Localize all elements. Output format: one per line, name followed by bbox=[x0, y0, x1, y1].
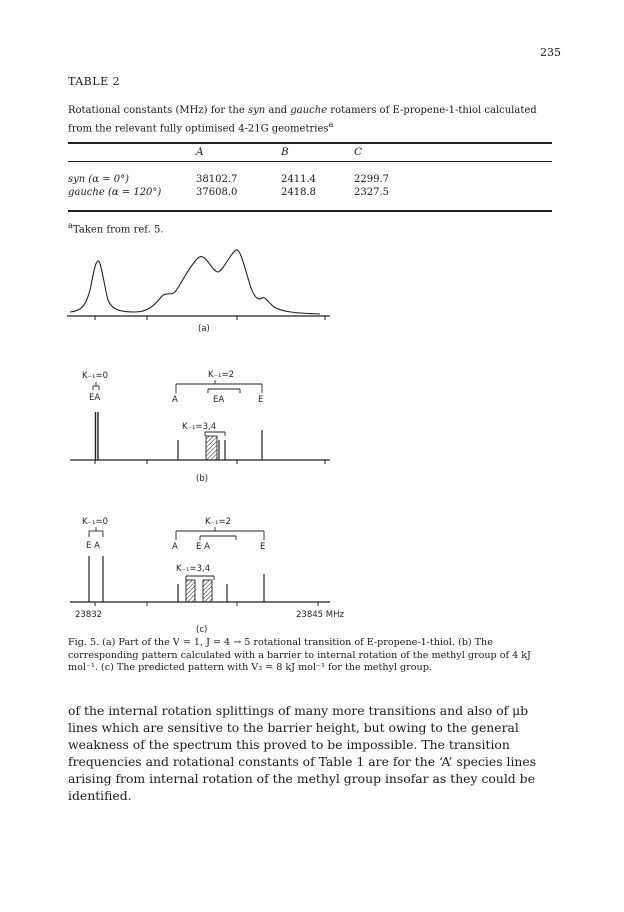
panel-b-k2-species-e: E bbox=[258, 395, 264, 405]
panel-c-k34-label: K₋₁=3,4 bbox=[176, 564, 211, 574]
table-cell: 2411.4 bbox=[281, 174, 316, 185]
panel-b-k34-label: K₋₁=3,4 bbox=[182, 422, 217, 432]
panel-b-k0-species: EA bbox=[89, 393, 101, 403]
panel-c-k2-species-ea: E A bbox=[196, 542, 210, 552]
panel-c-k2-label: K₋₁=2 bbox=[205, 517, 231, 527]
body-paragraph: of the internal rotation splittings of many more transitions and also of μb lines which are sensitive to the barrier height, but owing to the general weakness of the spectrum this proved to be impossible. The transition frequencies and rotational constants of Table 1 are for the ‘A’ species lines arising from internal rotation of the methyl group insofar as they could be identified. bbox=[68, 703, 537, 803]
table-caption-footnote-mark: a bbox=[328, 118, 334, 129]
panel-c-k0-label: K₋₁=0 bbox=[82, 517, 108, 527]
table-caption-and: and bbox=[265, 105, 291, 116]
table-header-c: C bbox=[354, 146, 363, 158]
panel-c-k2-species-e: E bbox=[260, 542, 266, 552]
table-cell: 2418.8 bbox=[281, 187, 316, 198]
panel-c-label: (c) bbox=[196, 625, 208, 635]
panel-b-label: (b) bbox=[196, 474, 209, 484]
panel-a-label: (a) bbox=[198, 324, 210, 334]
table-row-label: syn (α = 0°) bbox=[68, 174, 130, 185]
hatched-line-block bbox=[186, 580, 195, 602]
panel-b-k2-species-ea: EA bbox=[213, 395, 225, 405]
table-cell: 37608.0 bbox=[196, 187, 238, 198]
footnote-text: Taken from ref. 5. bbox=[72, 224, 164, 236]
table-label: TABLE 2 bbox=[68, 75, 121, 88]
table-header-b: B bbox=[281, 146, 289, 158]
panel-b-k0-label: K₋₁=0 bbox=[82, 371, 108, 381]
page-number: 235 bbox=[540, 46, 561, 59]
table-caption-post: rotamers of E-propene-1-thiol calculated from the relevant fully optimised 4-21G geometries bbox=[68, 105, 537, 134]
observed-spectrum-trace bbox=[70, 250, 320, 314]
hatched-line-block bbox=[206, 436, 217, 460]
panel-c-x-end: 23845 MHz bbox=[296, 610, 344, 620]
table-header-a: A bbox=[196, 146, 204, 158]
table-caption-gauche: gauche bbox=[290, 105, 328, 116]
table-cell: 38102.7 bbox=[196, 174, 238, 185]
panel-c-k0-species: E A bbox=[86, 541, 100, 551]
hatched-line-block bbox=[203, 580, 212, 602]
panel-c-k2-species-a: A bbox=[172, 542, 178, 552]
figure-caption: Fig. 5. (a) Part of the V = 1, J = 4 → 5 rotational transition of E-propene-1-thiol. (b) The corresponding pattern calculated with a barrier to internal rotation of the methyl group of 4 kJ mol⁻¹. (c) The predicted pattern with V₃ = 8 kJ mol⁻¹ for the methyl group. bbox=[68, 637, 531, 673]
table-row-label: gauche (α = 120°) bbox=[68, 187, 162, 198]
table-caption-syn: syn bbox=[247, 105, 266, 116]
panel-c-x-start: 23832 bbox=[75, 610, 103, 620]
table-caption-pre: Rotational constants (MHz) for the bbox=[68, 105, 248, 116]
table-cell: 2327.5 bbox=[354, 187, 389, 198]
footnote-mark: a bbox=[68, 220, 73, 230]
panel-a bbox=[67, 250, 330, 320]
table-cell: 2299.7 bbox=[354, 174, 389, 185]
panel-b-k2-label: K₋₁=2 bbox=[208, 370, 234, 380]
panel-b-k2-species-a: A bbox=[172, 395, 178, 405]
